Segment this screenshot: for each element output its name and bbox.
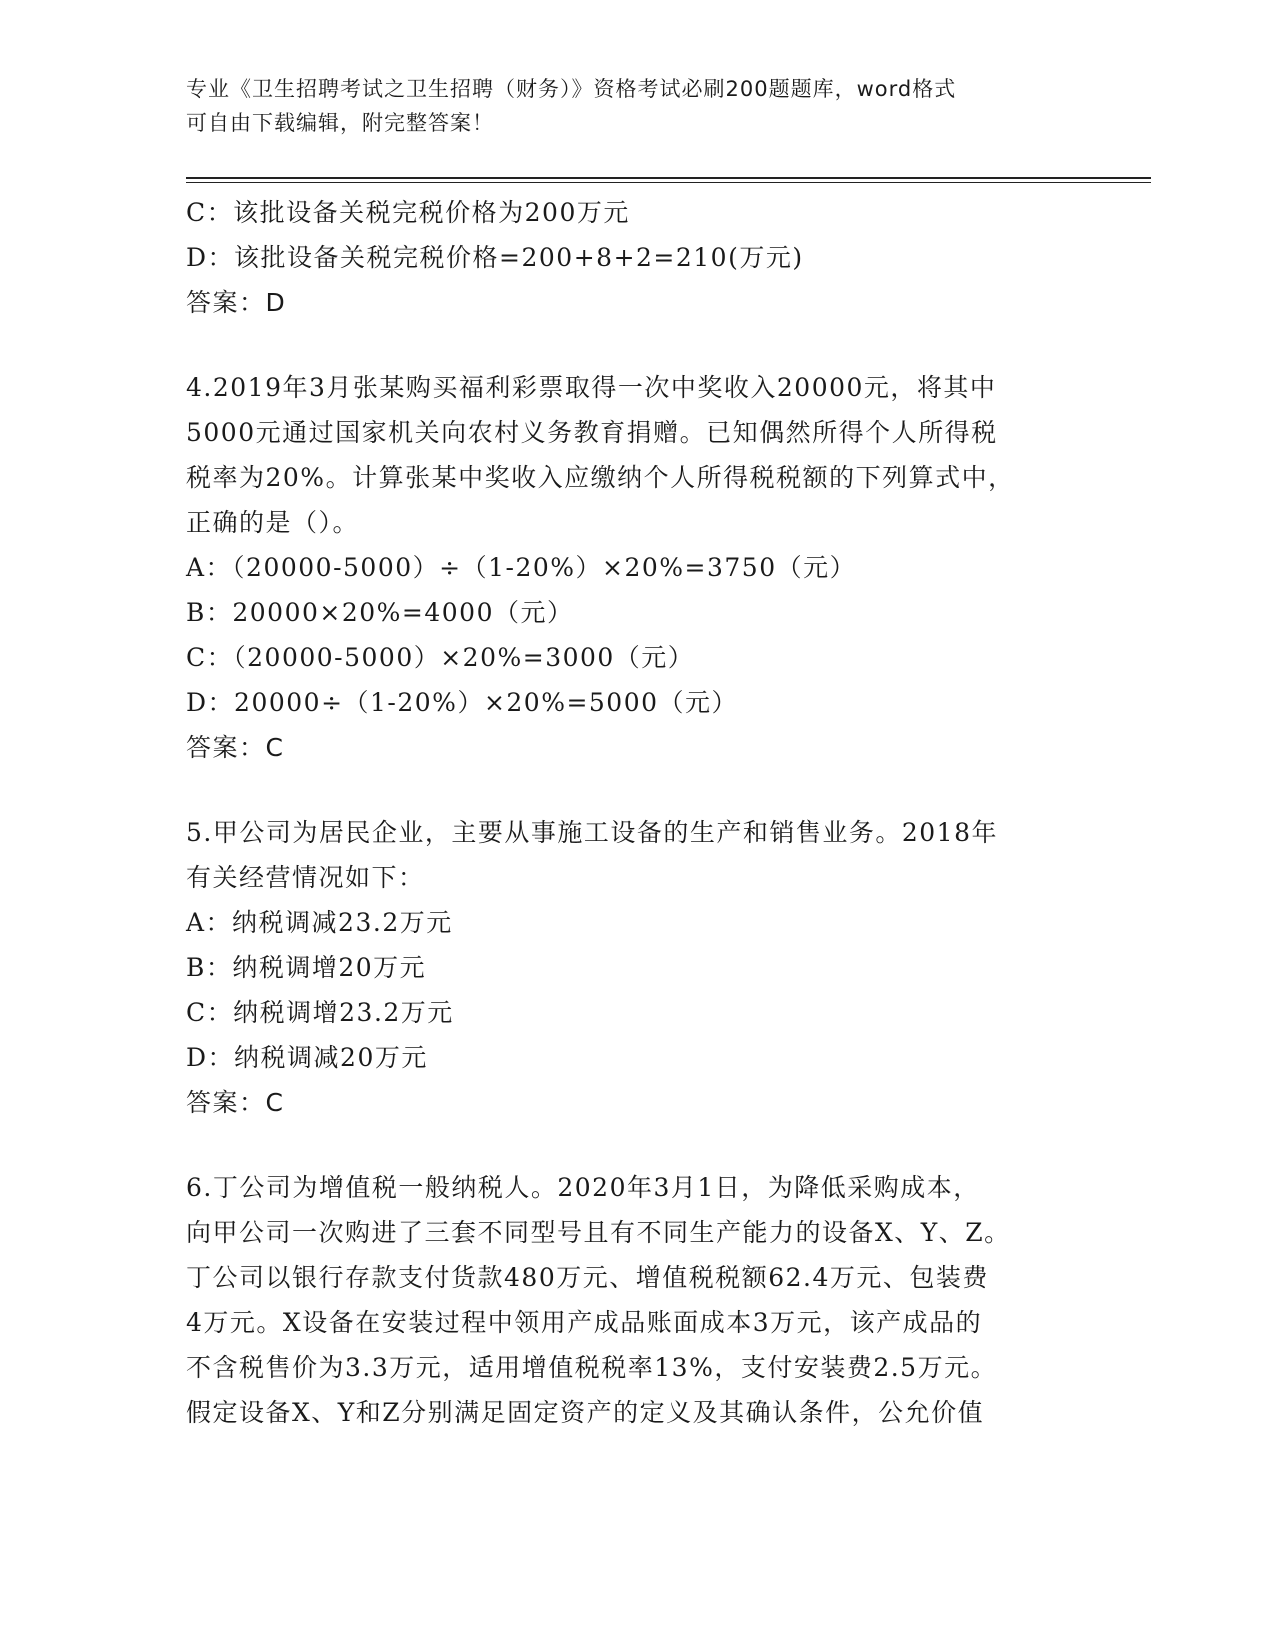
- document-header: [186, 72, 1066, 140]
- header-title-line-2: 可自由下载编辑，附完整答案！: [186, 111, 494, 135]
- spacer: [186, 1125, 1066, 1165]
- question-stem-line: 4万元。X设备在安装过程中领用产成品账面成本3万元，该产成品的: [186, 1308, 983, 1337]
- answer-label: 答案：C: [186, 1088, 285, 1117]
- question-stem-line: 不含税售价为3.3万元，适用增值税税率13%，支付安装费2.5万元。: [186, 1353, 998, 1382]
- spacer: [186, 770, 1066, 810]
- question-stem-line: 假定设备X、Y和Z分别满足固定资产的定义及其确认条件，公允价值: [186, 1398, 985, 1427]
- question-stem-line: 有关经营情况如下：: [186, 863, 425, 892]
- header-title-line-1: 专业《卫生招聘考试之卫生招聘（财务）》资格考试必刷200题题库，word格式: [186, 77, 957, 101]
- question-stem-line: 6.丁公司为增值税一般纳税人。2020年3月1日，为降低采购成本，: [186, 1173, 980, 1202]
- header-divider-thin: [186, 182, 1151, 183]
- question-content: [186, 190, 1066, 1435]
- option-c: C：纳税调增23.2万元: [186, 998, 454, 1027]
- question-stem-line: 4.2019年3月张某购买福利彩票取得一次中奖收入20000元，将其中: [186, 373, 997, 402]
- option-a: A：纳税调减23.2万元: [186, 908, 453, 937]
- option-c: C：该批设备关税完税价格为200万元: [186, 198, 630, 227]
- header-divider: [186, 177, 1151, 179]
- option-d: D：20000÷（1-20%）×20%=5000（元）: [186, 688, 739, 717]
- option-b: B：20000×20%=4000（元）: [186, 598, 574, 627]
- question-stem-line: 正确的是（）。: [186, 508, 360, 537]
- question-stem-line: 5000元通过国家机关向农村义务教育捐赠。已知偶然所得个人所得税: [186, 418, 998, 447]
- question-5: [186, 810, 1066, 1125]
- question-stem-line: 税率为20%。计算张某中奖收入应缴纳个人所得税税额的下列算式中，: [186, 463, 1015, 492]
- option-a: A：（20000-5000）÷（1-20%）×20%=3750（元）: [186, 553, 857, 582]
- option-d: D：该批设备关税完税价格=200+8+2=210(万元): [186, 243, 804, 272]
- question-6: [186, 1165, 1066, 1435]
- option-c: C：（20000-5000）×20%=3000（元）: [186, 643, 695, 672]
- question-stem-line: 5.甲公司为居民企业，主要从事施工设备的生产和销售业务。2018年: [186, 818, 998, 847]
- option-b: B：纳税调增20万元: [186, 953, 427, 982]
- option-d: D：纳税调减20万元: [186, 1043, 428, 1072]
- spacer: [186, 325, 1066, 365]
- question-stem-line: 丁公司以银行存款支付货款480万元、增值税税额62.4万元、包装费: [186, 1263, 989, 1292]
- question-stem-line: 向甲公司一次购进了三套不同型号且有不同生产能力的设备X、Y、Z。: [186, 1218, 1011, 1247]
- answer-label: 答案：C: [186, 733, 285, 762]
- question-3-tail: [186, 190, 1066, 325]
- question-4: [186, 365, 1066, 770]
- answer-label: 答案：D: [186, 288, 287, 317]
